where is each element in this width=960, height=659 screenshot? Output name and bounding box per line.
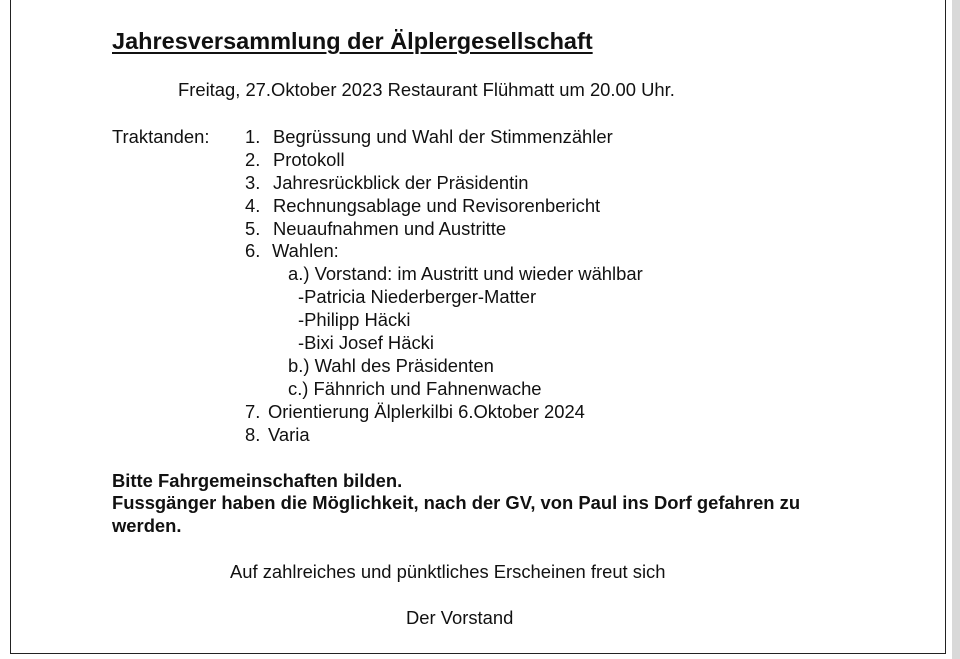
agenda-item-number: 3. (245, 172, 261, 193)
agenda-item (245, 128, 613, 146)
document-title: Jahresversammlung der Älplergesellschaft (112, 28, 593, 54)
agenda-item-text: Varia (268, 424, 310, 445)
agenda-item-number: 1. (245, 126, 261, 147)
agenda-item (245, 151, 345, 169)
agenda-item-number: 6. (245, 240, 261, 261)
agenda-item-text: Orientierung Älplerkilbi 6.Oktober 2024 (268, 401, 585, 422)
closing-line: Auf zahlreiches und pünktliches Erscheinen freut sich (230, 561, 666, 582)
agenda-item-text: Wahlen: (272, 240, 339, 261)
page-edge-shadow (952, 0, 960, 659)
agenda-item-number: 4. (245, 195, 261, 216)
candidate-name: -Patricia Niederberger-Matter (298, 286, 537, 307)
agenda-item-number: 8. (245, 424, 261, 445)
agenda-item (245, 403, 585, 421)
agenda-item-text: Begrüssung und Wahl der Stimmenzähler (273, 126, 613, 147)
agenda-item (245, 197, 600, 215)
agenda-item (245, 426, 310, 444)
signature: Der Vorstand (406, 607, 514, 628)
agenda-item-text: Protokoll (273, 149, 345, 170)
notice-pedestrians: Fussgänger haben die Möglichkeit, nach der GV, von Paul ins Dorf gefahren zu (112, 492, 801, 513)
wahlen-sub-c: c.) Fähnrich und Fahnenwache (288, 378, 542, 399)
wahlen-sub-b: b.) Wahl des Präsidenten (288, 355, 494, 376)
notice-carpool: Bitte Fahrgemeinschaften bilden. (112, 470, 403, 491)
agenda-item (245, 242, 339, 260)
agenda-item-number: 5. (245, 218, 261, 239)
agenda-label: Traktanden: (112, 126, 210, 147)
notice-pedestrians-cont: werden. (112, 515, 182, 536)
agenda-item (245, 174, 529, 192)
agenda-item-number: 7. (245, 401, 261, 422)
agenda-item-text: Neuaufnahmen und Austritte (273, 218, 507, 239)
candidate-name: -Philipp Häcki (298, 309, 411, 330)
agenda-item-number: 2. (245, 149, 261, 170)
agenda-item (245, 220, 506, 238)
candidate-name: -Bixi Josef Häcki (298, 332, 434, 353)
wahlen-sub-a: a.) Vorstand: im Austritt und wieder wählbar (288, 263, 643, 284)
agenda-item-text: Rechnungsablage und Revisorenbericht (273, 195, 601, 216)
agenda-item-text: Jahresrückblick der Präsidentin (273, 172, 529, 193)
date-location-line: Freitag, 27.Oktober 2023 Restaurant Flühmatt um 20.00 Uhr. (178, 79, 675, 100)
